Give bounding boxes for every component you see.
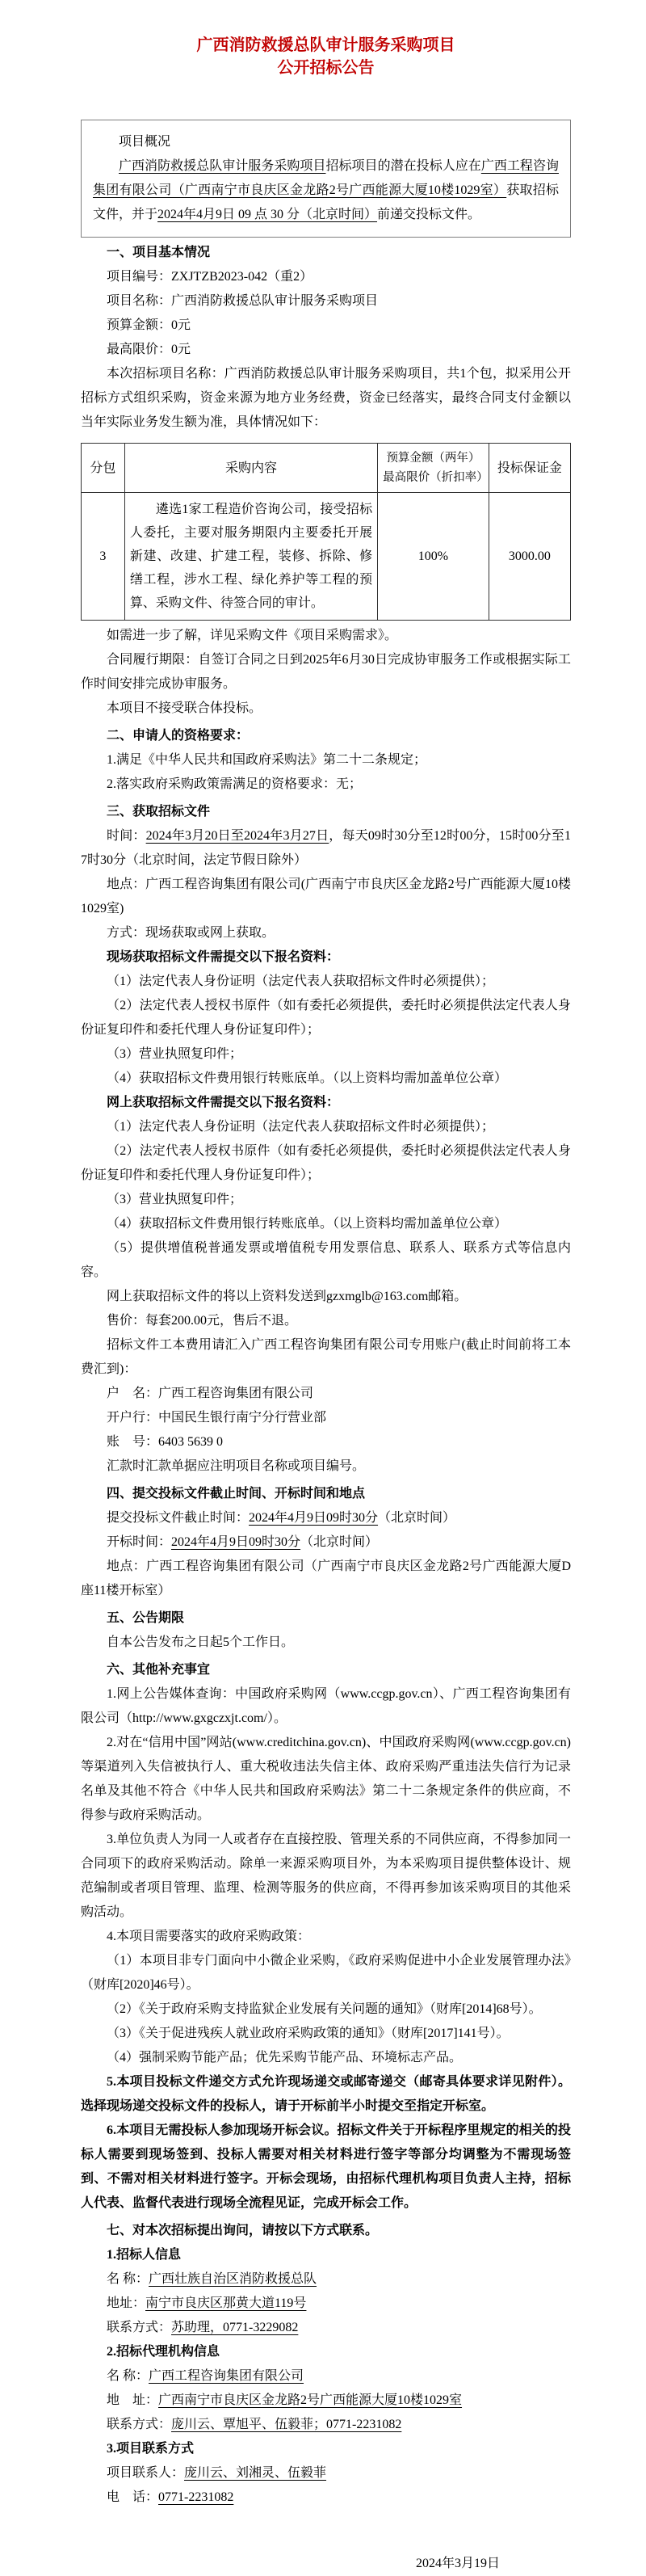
policy-item-1: （1）本项目非专门面向中小微企业采购，《政府采购促进中小企业发展管理办法》（财库[2020]46号）。 (81, 1954, 571, 1992)
obtain-place-paragraph: 地点：广西工程咨询集团有限公司(广西南宁市良庆区金龙路2号广西能源大厦10楼1029室) (81, 878, 571, 915)
agency-info-heading: 2.招标代理机构信息 (107, 2345, 220, 2359)
overview-paragraph (93, 154, 559, 227)
obtain-time-rest: ，每天09时30分至12时00分，15时00分至17时30分（北京时间，法定节假日除外） (81, 829, 571, 867)
cell-procurement-content: 遴选1家工程造价咨询公司，接受招标人委托，主要对服务期限内主要委托开展新建、改建、扩建工程，装修、拆除、修缮工程，涉水工程、绿化养护等工程的预算、采购文件、待签合同的审计。 (124, 493, 377, 621)
section-5-heading: 五、公告期限 (107, 1611, 185, 1625)
policy-item-4: （4）强制采购节能产品；优先采购节能产品、环境标志产品。 (107, 2051, 463, 2065)
section-3-heading: 三、获取招标文件 (107, 805, 211, 819)
tender-description-paragraph: 本次招标项目名称：广西消防救援总队审计服务采购项目，共1个包，拟采用公开招标方式组织采购，资金来源为地方业务经费，资金已经落实，最终合同支付金额以当年实际业务发生额为准，具体情况如下： (81, 367, 571, 429)
buyer-contact-value: 苏助理，0771-3229082 (171, 2321, 299, 2334)
project-number-line: 项目编号：ZXJTZB2023-042（重2） (107, 270, 313, 284)
obtain-time-label: 时间： (107, 829, 146, 843)
col-header-budget-line1: 预算金额（两年） (386, 452, 480, 465)
agency-contact-line (81, 2413, 571, 2437)
cell-budget-discount: 100% (378, 493, 489, 621)
agency-contact-label: 联系方式： (107, 2418, 172, 2431)
document-title-line2: 公开招标公告 (277, 59, 375, 77)
no-consortium-line: 本项目不接受联合体投标。 (107, 701, 262, 715)
max-price-line: 最高限价：0元 (107, 343, 191, 356)
document-price-line: 售价：每套200.00元，售后不退。 (107, 1314, 298, 1328)
policy-item-3: （3）《关于促进残疾人就业政府采购政策的通知》（财库[2017]141号）。 (107, 2027, 510, 2040)
online-materials-heading: 网上获取招标文件需提交以下报名资料： (107, 1096, 340, 1109)
online-material-5: （5）提供增值税普通发票或增值税专用发票信息、联系人、联系方式等信息内容。 (81, 1241, 571, 1279)
credit-china-paragraph: 2.对在“信用中国”网站(www.creditchina.gov.cn)、中国政府采购网(www.ccgp.gov.cn)等渠道列入失信被执行人、重大税收违法失信主体、政府采购严重违法失信行为记录名单及其他不符合《中华人民共和国政府采购法》第二十二条规定条件的供应商，不得参与政府采购活动。 (81, 1736, 571, 1822)
buyer-info-heading: 1.招标人信息 (107, 2248, 182, 2262)
overview-project-name: 广西消防救援总队审计服务采购项目 (119, 159, 326, 173)
project-contact-heading: 3.项目联系方式 (107, 2442, 195, 2456)
bank-name-line: 开户行：中国民生银行南宁分行营业部 (107, 1411, 327, 1425)
buyer-name-label: 名 称： (107, 2272, 149, 2286)
qualification-item-2: 2.落实政府采购政策需满足的资格要求：无； (107, 777, 363, 791)
online-material-4: （4）获取招标文件费用银行转账底单。（以上资料均需加盖单位公章） (107, 1217, 508, 1231)
delivery-method-paragraph: 5.本项目投标文件递交方式允许现场递交或邮寄递交（邮寄具体要求详见附件）。选择现场递交投标文件的投标人，请于开标前半小时提交至指定开标室。 (81, 2075, 571, 2113)
onsite-material-4: （4）获取招标文件费用银行转账底单。（以上资料均需加盖单位公章） (107, 1071, 508, 1085)
table-row (82, 493, 571, 621)
online-material-2: （2）法定代表人授权书原件（如有委托必须提供，委托时必须提供法定代表人身份证复印件和委托代理人身份证复印件）； (81, 1144, 571, 1182)
onsite-material-1: （1）法定代表人身份证明（法定代表人获取招标文件时必须提供）； (107, 974, 495, 988)
project-phone-line (81, 2486, 571, 2510)
agency-address-value: 广西南宁市良庆区金龙路2号广西能源大厦10楼1029室 (158, 2393, 463, 2407)
document-title (81, 34, 571, 79)
overview-text-1: 招标项目的潜在投标人应在 (325, 159, 481, 173)
announcement-period-line: 自本公告发布之日起5个工作日。 (107, 1635, 295, 1649)
project-overview-box (81, 120, 571, 238)
document-title-line1: 广西消防救援总队审计服务采购项目 (196, 36, 455, 54)
opening-place-paragraph: 地点：广西工程咨询集团有限公司（广西南宁市良庆区金龙路2号广西能源大厦D座11楼开标室） (81, 1559, 571, 1597)
section-4-heading: 四、提交投标文件截止时间、开标时间和地点 (107, 1487, 366, 1501)
buyer-address-line (81, 2292, 571, 2316)
col-header-deposit: 投标保证金 (489, 444, 570, 493)
opening-time-paragraph (81, 1530, 571, 1555)
opening-time-rest: （北京时间） (300, 1535, 379, 1549)
budget-amount-line: 预算金额：0元 (107, 318, 191, 332)
submission-deadline-rest: （北京时间） (378, 1511, 456, 1525)
buyer-address-label: 地址： (107, 2296, 146, 2310)
account-number-line: 账 号：6403 5639 0 (107, 1435, 224, 1449)
qualification-item-1: 1.满足《中华人民共和国政府采购法》第二十二条规定； (107, 753, 427, 767)
procurement-table (81, 443, 571, 621)
section-2-heading: 二、申请人的资格要求： (107, 729, 250, 743)
opening-time-value: 2024年4月9日09时30分 (171, 1535, 301, 1549)
agency-name-line (81, 2364, 571, 2389)
onsite-material-2: （2）法定代表人授权书原件（如有委托必须提供，委托时必须提供法定代表人身份证复印件和委托代理人身份证复印件）； (81, 999, 571, 1037)
col-header-package: 分包 (82, 444, 125, 493)
same-person-paragraph: 3.单位负责人为同一人或者存在直接控股、管理关系的不同供应商，不得参加同一合同项下的政府采购活动。除单一来源采购项目外，为本采购项目提供整体设计、规范编制或者项目管理、监理、检测等服务的供应商，不得再参加该采购项目的其他采购活动。 (81, 1833, 571, 1919)
more-info-line: 如需进一步了解，详见采购文件《项目采购需求》。 (107, 629, 398, 642)
policy-heading-line: 4.本项目需要落实的政府采购政策： (107, 1930, 311, 1943)
project-contact-value: 庞川云、刘湘灵、伍毅菲 (184, 2466, 327, 2480)
project-name-line: 项目名称：广西消防救援总队审计服务采购项目 (107, 294, 379, 308)
agency-contact-value: 庞川云、覃旭平、伍毅菲；0771-2231082 (171, 2418, 402, 2431)
announcement-date: 2024年3月19日 (415, 2557, 500, 2570)
obtain-method-line: 方式：现场获取或网上获取。 (107, 926, 275, 940)
section-6-heading: 六、其他补充事宜 (107, 1663, 211, 1677)
project-phone-value: 0771-2231082 (158, 2490, 234, 2504)
cell-bid-deposit: 3000.00 (489, 493, 570, 621)
obtain-time-paragraph (81, 824, 571, 873)
online-material-1: （1）法定代表人身份证明（法定代表人获取招标文件时必须提供）； (107, 1120, 495, 1134)
col-header-budget (378, 444, 489, 493)
no-attendance-paragraph: 6.本项目无需投标人参加现场开标会议。招标文件关于开标程序里规定的相关的投标人需要到现场签到、投标人需要对相关材料进行签字等部分均调整为不需现场签到、不需对相关材料进行签字。开标会现场，由招标代理机构项目负责人主持，招标人代表、监督代表进行现场全流程见证，完成开标会工作。 (81, 2124, 571, 2210)
onsite-material-3: （3）营业执照复印件； (107, 1047, 243, 1061)
online-material-3: （3）营业执照复印件； (107, 1193, 243, 1206)
buyer-contact-label: 联系方式： (107, 2321, 172, 2334)
agency-address-label: 地 址： (107, 2393, 159, 2407)
submission-deadline-label: 提交投标文件截止时间： (107, 1511, 250, 1525)
col-header-budget-line2: 最高限价（折扣率） (383, 471, 489, 484)
contract-period-paragraph: 合同履行期限：自签订合同之日到2025年6月30日完成协审服务工作或根据实际工作时间安排完成协审服务。 (81, 653, 571, 691)
overview-text-2: 获取招标文件，并于 (93, 183, 559, 221)
overview-heading: 项目概况 (119, 135, 171, 149)
col-header-content: 采购内容 (124, 444, 377, 493)
obtain-time-range: 2024年3月20日至2024年3月27日 (145, 829, 329, 843)
project-phone-label: 电 话： (107, 2490, 159, 2504)
remittance-note-line: 汇款时汇款单据应注明项目名称或项目编号。 (107, 1459, 366, 1473)
project-contact-line (81, 2461, 571, 2486)
agency-address-line (81, 2389, 571, 2413)
buyer-contact-line (81, 2316, 571, 2340)
remittance-paragraph: 招标文件工本费用请汇入广西工程咨询集团有限公司专用账户(截止时间前将工本费汇到)： (81, 1338, 571, 1376)
online-email-line: 网上获取招标文件的将以上资料发送到gzxmglb@163.com邮箱。 (107, 1290, 468, 1303)
project-contact-label: 项目联系人： (107, 2466, 185, 2480)
agency-name-label: 名 称： (107, 2369, 149, 2383)
submission-deadline-paragraph (81, 1506, 571, 1530)
section-1-heading: 一、项目基本情况 (107, 246, 211, 259)
overview-text-3: 前递交投标文件。 (377, 208, 481, 221)
buyer-name-line (81, 2267, 571, 2292)
policy-item-2: （2）《关于政府采购支持监狱企业发展有关问题的通知》（财库[2014]68号）。 (107, 2002, 542, 2016)
buyer-address-value: 南宁市良庆区那黄大道119号 (145, 2296, 307, 2310)
buyer-name-value: 广西壮族自治区消防救援总队 (149, 2272, 317, 2286)
agency-name-value: 广西工程咨询集团有限公司 (149, 2369, 304, 2383)
onsite-materials-heading: 现场获取招标文件需提交以下报名资料： (107, 950, 340, 964)
submission-deadline-time: 2024年4月9日09时30分 (249, 1511, 379, 1525)
overview-agency-address: 广西工程咨询集团有限公司（广西南宁市良庆区金龙路2号广西能源大厦10楼1029室） (93, 159, 559, 197)
section-7-heading: 七、对本次招标提出询问，请按以下方式联系。 (107, 2224, 379, 2237)
opening-time-label: 开标时间： (107, 1535, 172, 1549)
table-header-row (82, 444, 571, 493)
cell-package-number: 3 (82, 493, 125, 621)
media-query-paragraph: 1.网上公告媒体查询：中国政府采购网（www.ccgp.gov.cn）、广西工程咨询集团有限公司（http://www.gxgczxjt.com/）。 (81, 1687, 571, 1725)
overview-submit-deadline: 2024年4月9日 09 点 30 分（北京时间） (157, 208, 378, 221)
account-name-line: 户 名：广西工程咨询集团有限公司 (107, 1387, 314, 1400)
